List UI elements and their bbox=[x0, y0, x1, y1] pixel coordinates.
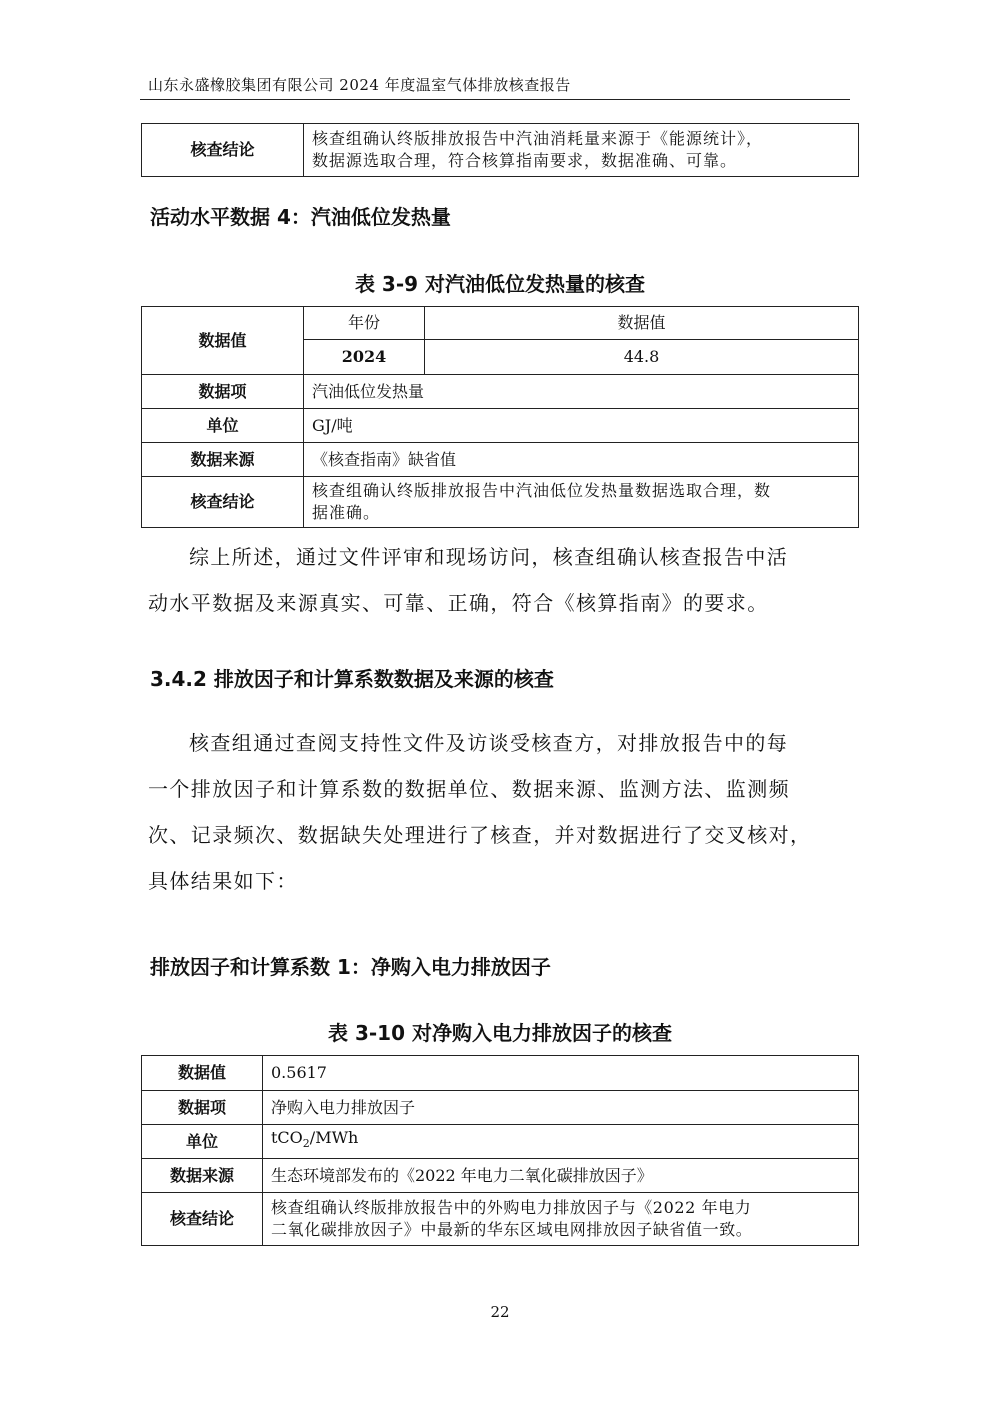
unit-value: GJ/吨 bbox=[304, 409, 859, 443]
conclusion-text bbox=[263, 1193, 859, 1246]
paragraph-line: 核查组通过查阅支持性文件及访谈受核查方，对排放报告中的每 bbox=[189, 731, 789, 755]
unit-prefix: tCO bbox=[271, 1128, 303, 1148]
running-header: 山东永盛橡胶集团有限公司 2024 年度温室气体排放核查报告 bbox=[148, 76, 571, 94]
conclusion-line: 核查组确认终版排放报告中汽油消耗量来源于《能源统计》， bbox=[312, 129, 764, 148]
unit-label: 单位 bbox=[142, 409, 304, 443]
table-3-9 bbox=[141, 306, 859, 528]
conclusion-text bbox=[304, 477, 859, 528]
emission-factor-1-heading: 排放因子和计算系数 1：净购入电力排放因子 bbox=[150, 955, 551, 979]
year-header: 年份 bbox=[304, 307, 425, 340]
section-3-4-2-heading: 3.4.2 排放因子和计算系数数据及来源的核查 bbox=[150, 667, 554, 691]
unit-value bbox=[263, 1125, 859, 1159]
unit-label: 单位 bbox=[142, 1125, 263, 1159]
page-number: 22 bbox=[490, 1303, 510, 1321]
table-3-9-caption: 表 3-9 对汽油低位发热量的核查 bbox=[354, 272, 646, 296]
item-label: 数据项 bbox=[142, 375, 304, 409]
top-conclusion-table bbox=[141, 123, 859, 177]
unit-suffix: /MWh bbox=[309, 1128, 359, 1148]
item-label: 数据项 bbox=[142, 1091, 263, 1125]
source-value: 《核查指南》缺省值 bbox=[304, 443, 859, 477]
year-cell: 2024 bbox=[304, 340, 425, 375]
conclusion-line: 核查组确认终版排放报告中的外购电力排放因子与《2022 年电力 bbox=[271, 1198, 752, 1217]
header-rule bbox=[140, 99, 850, 100]
paragraph-line: 动水平数据及来源真实、可靠、正确，符合《核算指南》的要求。 bbox=[148, 591, 769, 615]
section-3-4-2-paragraph bbox=[148, 720, 860, 904]
conclusion-label: 核查结论 bbox=[142, 477, 304, 528]
unit-subscript: 2 bbox=[302, 1137, 310, 1151]
item-value: 汽油低位发热量 bbox=[304, 375, 859, 409]
paragraph-line: 一个排放因子和计算系数的数据单位、数据来源、监测方法、监测频 bbox=[148, 777, 790, 801]
paragraph-line: 次、记录频次、数据缺失处理进行了核查，并对数据进行了交叉核对， bbox=[148, 823, 812, 847]
source-label: 数据来源 bbox=[142, 1159, 263, 1193]
table-3-10-caption: 表 3-10 对净购入电力排放因子的核查 bbox=[328, 1021, 672, 1045]
conclusion-line: 据准确。 bbox=[312, 503, 381, 522]
conclusion-label: 核查结论 bbox=[142, 1193, 263, 1246]
paragraph-line: 综上所述，通过文件评审和现场访问，核查组确认核查报告中活 bbox=[189, 545, 789, 569]
activity-data-4-heading: 活动水平数据 4：汽油低位发热量 bbox=[150, 205, 451, 229]
conclusion-line: 数据源选取合理，符合核算指南要求，数据准确、可靠。 bbox=[312, 151, 738, 170]
value-label: 数据值 bbox=[142, 307, 304, 375]
conclusion-line: 核查组确认终版排放报告中汽油低位发热量数据选取合理，数 bbox=[312, 481, 772, 500]
value-cell: 44.8 bbox=[425, 340, 859, 375]
value-header: 数据值 bbox=[425, 307, 859, 340]
conclusion-label: 核查结论 bbox=[142, 124, 304, 177]
paragraph-line: 具体结果如下： bbox=[148, 869, 298, 893]
conclusion-text bbox=[304, 124, 859, 177]
conclusion-line: 二氧化碳排放因子》中最新的华东区域电网排放因子缺省值一致。 bbox=[271, 1220, 753, 1239]
value-label: 数据值 bbox=[142, 1056, 263, 1091]
source-label: 数据来源 bbox=[142, 443, 304, 477]
source-value: 生态环境部发布的《2022 年电力二氧化碳排放因子》 bbox=[263, 1159, 859, 1193]
value-cell: 0.5617 bbox=[263, 1056, 859, 1091]
item-value: 净购入电力排放因子 bbox=[263, 1091, 859, 1125]
table-3-10 bbox=[141, 1055, 859, 1246]
summary-paragraph bbox=[148, 534, 860, 626]
